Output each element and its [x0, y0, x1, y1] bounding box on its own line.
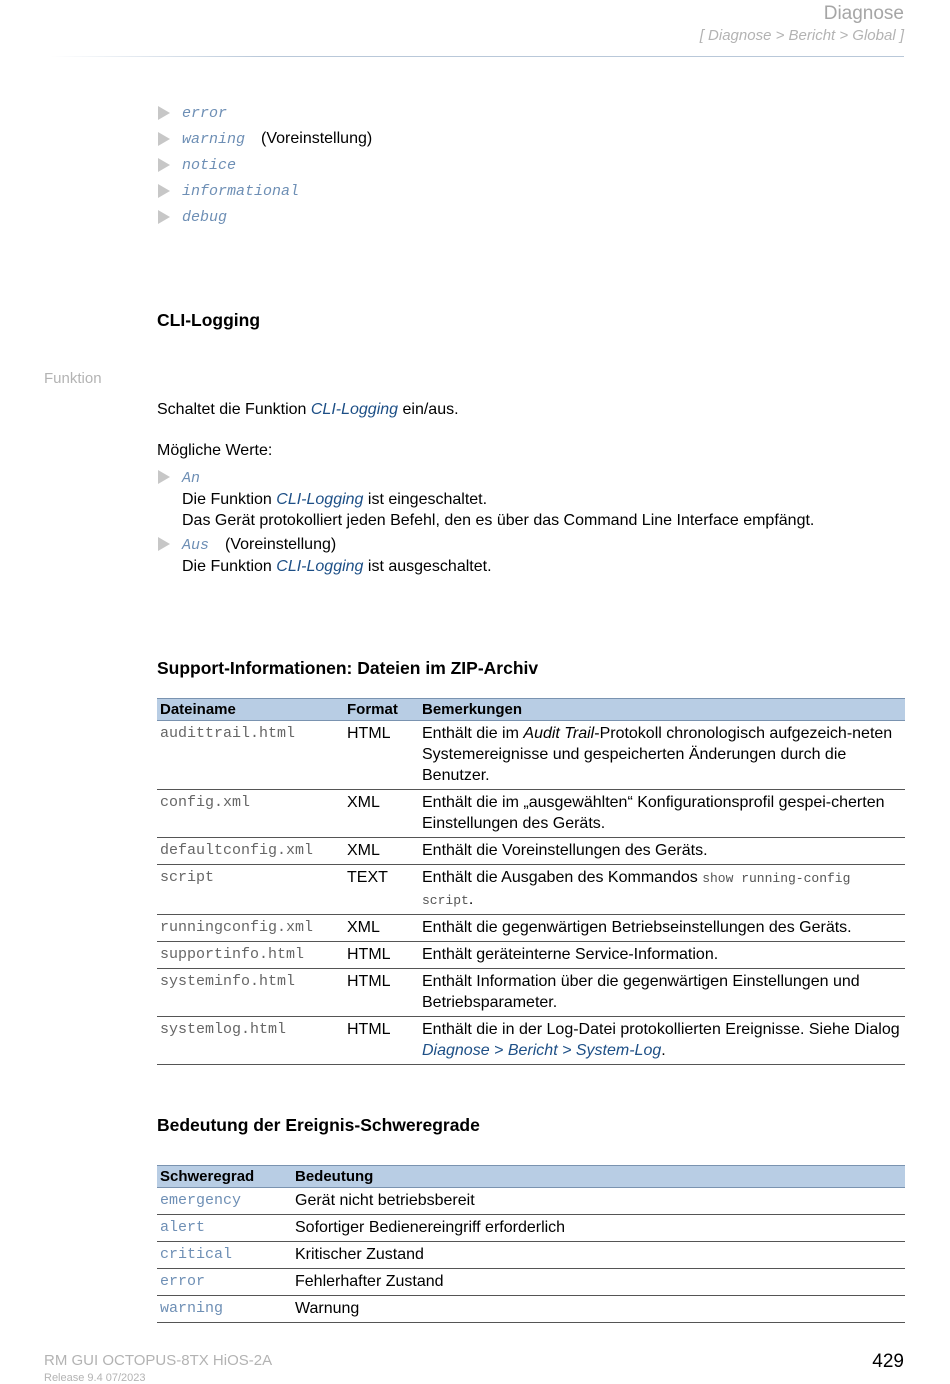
text: Die Funktion [182, 491, 277, 508]
file-name: systemlog.html [157, 1017, 344, 1065]
text: ist ausgeschaltet. [363, 558, 492, 575]
level-value: error [182, 104, 228, 122]
level-note: (Voreinstellung) [261, 130, 373, 147]
table-row [157, 915, 905, 942]
list-item [158, 126, 372, 152]
file-remark [419, 721, 905, 790]
table-row [157, 838, 905, 865]
file-format: HTML [344, 942, 419, 969]
file-name: defaultconfig.xml [157, 838, 344, 865]
function-description [157, 399, 459, 420]
file-remark: Enthält die gegenwärtigen Betriebseinstellungen des Geräts. [419, 915, 905, 942]
table-row [157, 1215, 905, 1242]
command-code: show running-config script [422, 871, 851, 908]
function-ref: CLI-Logging [276, 491, 364, 508]
dialog-link[interactable]: Diagnose > Bericht > System-Log [422, 1042, 662, 1059]
file-remark: Enthält Information über die gegenwärtigen Einstellungen und Betriebsparameter. [419, 969, 905, 1017]
bullet-triangle-icon [158, 106, 170, 120]
table-row [157, 721, 905, 790]
emphasis: Audit Trail [523, 725, 595, 742]
header-breadcrumb: [ Diagnose > Bericht > Global ] [699, 27, 904, 44]
column-header: Bedeutung [292, 1166, 905, 1188]
function-ref: CLI-Logging [276, 558, 364, 575]
file-name: script [157, 865, 344, 915]
severity-meaning: Warnung [292, 1296, 905, 1323]
option-aus [158, 534, 898, 578]
file-name: systeminfo.html [157, 969, 344, 1017]
footer-doc-title: RM GUI OCTOPUS-8TX HiOS-2A [44, 1352, 273, 1369]
severity-meaning: Kritischer Zustand [292, 1242, 905, 1269]
header-divider [50, 56, 904, 57]
section-heading-severity: Bedeutung der Ereignis-Schweregrade [157, 1115, 480, 1135]
table-row [157, 1296, 905, 1323]
table-row [157, 790, 905, 838]
table-row [157, 1269, 905, 1296]
file-format: HTML [344, 1017, 419, 1065]
table-row [157, 1017, 905, 1065]
option-detail: Das Gerät protokolliert jeden Befehl, den es über das Command Line Interface empfängt. [182, 512, 815, 529]
table-row [157, 969, 905, 1017]
text: ein/aus. [398, 401, 459, 418]
severity-meaning: Gerät nicht betriebsbereit [292, 1188, 905, 1215]
text: ist eingeschaltet. [363, 491, 488, 508]
file-remark: Enthält die im „ausgewählten“ Konfigurationsprofil gespei-cherten Einstellungen des Geräts. [419, 790, 905, 838]
bullet-triangle-icon [158, 537, 170, 551]
option-an [158, 467, 898, 531]
level-value: notice [182, 156, 237, 174]
file-remark [419, 1017, 905, 1065]
severity-level: error [157, 1269, 292, 1296]
table-row [157, 942, 905, 969]
file-name: supportinfo.html [157, 942, 344, 969]
section-heading-support-info: Support-Informationen: Dateien im ZIP-Archiv [157, 658, 539, 678]
bullet-triangle-icon [158, 470, 170, 484]
severity-level: alert [157, 1215, 292, 1242]
bullet-triangle-icon [158, 184, 170, 198]
file-remark: Enthält die Voreinstellungen des Geräts. [419, 838, 905, 865]
column-header: Dateiname [157, 699, 344, 721]
list-item [158, 204, 227, 230]
list-item [158, 178, 299, 204]
table-row [157, 1242, 905, 1269]
file-name: audittrail.html [157, 721, 344, 790]
header-title: Diagnose [823, 3, 904, 24]
list-item [158, 152, 236, 178]
list-item [158, 100, 227, 126]
text: Enthält die im [422, 725, 524, 742]
possible-values-label: Mögliche Werte: [157, 442, 273, 459]
column-header: Format [344, 699, 419, 721]
bullet-triangle-icon [158, 158, 170, 172]
option-value: Aus [182, 537, 210, 554]
file-format: XML [344, 915, 419, 942]
function-ref: CLI-Logging [310, 401, 399, 418]
column-header: Schweregrad [157, 1166, 292, 1188]
text: . [468, 891, 474, 908]
text: . [661, 1042, 666, 1059]
severity-level: critical [157, 1242, 292, 1269]
file-format: HTML [344, 721, 419, 790]
column-header: Bemerkungen [419, 699, 905, 721]
text: Die Funktion [182, 558, 277, 575]
file-name: runningconfig.xml [157, 915, 344, 942]
option-value: An [182, 470, 201, 487]
severity-level: warning [157, 1296, 292, 1323]
level-value: warning [182, 130, 246, 148]
text: -Protokoll chronologisch aufgezeich-neten Systemereignisse und gespeicherten Änderungen durch die Benutzer. [422, 725, 893, 784]
file-remark [419, 865, 905, 915]
table-row [157, 865, 905, 915]
level-value: debug [182, 208, 228, 226]
bullet-triangle-icon [158, 132, 170, 146]
support-files-table [157, 698, 905, 1065]
severity-meaning: Fehlerhafter Zustand [292, 1269, 905, 1296]
severity-meaning: Sofortiger Bedienereingriff erforderlich [292, 1215, 905, 1242]
file-remark: Enthält geräteinterne Service-Information. [419, 942, 905, 969]
file-format: HTML [344, 969, 419, 1017]
text: Enthält die in der Log-Datei protokollierten Ereignisse. Siehe Dialog [422, 1021, 900, 1038]
text: Schaltet die Funktion [157, 401, 311, 418]
section-heading-cli-logging: CLI-Logging [157, 310, 261, 330]
file-name: config.xml [157, 790, 344, 838]
page-number: 429 [872, 1351, 904, 1372]
bullet-triangle-icon [158, 210, 170, 224]
severity-table [157, 1165, 905, 1323]
table-header-row [157, 1166, 905, 1188]
file-format: XML [344, 838, 419, 865]
severity-level: emergency [157, 1188, 292, 1215]
table-row [157, 1188, 905, 1215]
margin-label-funktion: Funktion [44, 370, 102, 387]
option-note: (Voreinstellung) [225, 536, 337, 553]
footer-release: Release 9.4 07/2023 [44, 1372, 146, 1384]
text: Enthält die Ausgaben des Kommandos [422, 869, 703, 886]
table-header-row [157, 699, 905, 721]
level-value: informational [182, 182, 300, 200]
file-format: XML [344, 790, 419, 838]
file-format: TEXT [344, 865, 419, 915]
